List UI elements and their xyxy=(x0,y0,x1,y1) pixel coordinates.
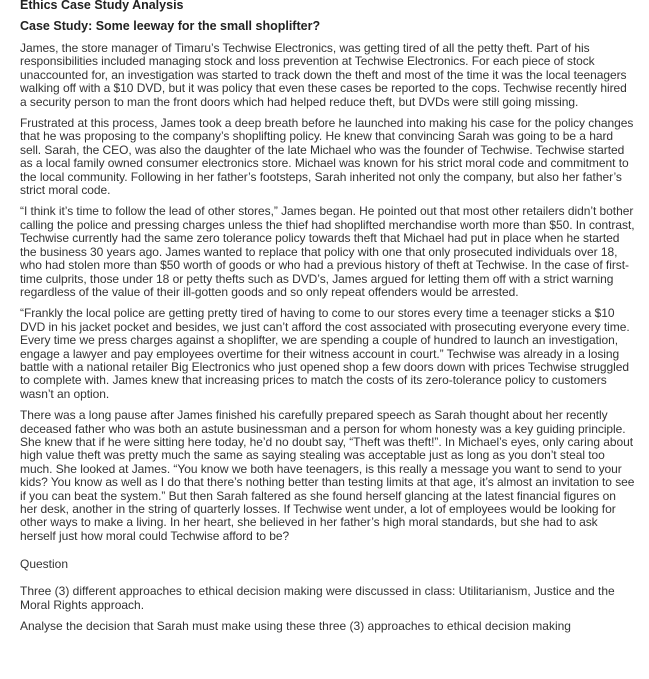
case-study-title: Case Study: Some leeway for the small shoplifter? xyxy=(20,19,321,33)
paragraph-5: There was a long pause after James finished his carefully prepared speech as Sarah thought about her recently deceased father who was both an astute businessman and a person for whom honesty was a key guiding principle. She knew that if he were sitting here today, he’d no doubt say, “Theft was theft!”. In Michael’s eyes, only caring about high value theft was pretty much the same as saying stealing was acceptable just as long as you don’t steal too much. She looked at James. “You know we both have teenagers, is this really a message you want to send to your kids? You know as well as I do that there’s nothing better than testing limits at that age, it’s almost an invitation to see if you can beat the system.” But then Sarah faltered as she found herself glancing at the latest financial figures on her desk, another in the string of quarterly losses. If Techwise went under, a lot of employees would be looking for other ways to make a living. In her heart, she believed in her father’s high moral standards, but she had to ask herself just how moral could Techwise afford to be? xyxy=(20,408,635,543)
paragraph-2: Frustrated at this process, James took a deep breath before he launched into making his case for the policy changes that he was proposing to the company’s shoplifting policy. He knew that convincing Sarah was going to be a hard sell. Sarah, the CEO, was also the daughter of the late Michael who was the founder of Techwise. Techwise started as a local family owned consumer electronics store. Michael was known for his strict moral code and commitment to the local community. Following in her father’s footsteps, Sarah inherited not only the company, but also her father’s strict moral code. xyxy=(20,116,634,198)
question-text-2: Analyse the decision that Sarah must make using these three (3) approaches to ethical decision making xyxy=(20,619,571,634)
paragraph-1: James, the store manager of Timaru’s Techwise Electronics, was getting tired of all the petty theft. Part of his responsibilities included managing stock and loss prevention at Techwise Electronics. For each piece of stock unaccounted for, an investigation was started to track down the theft and most of the time it was the local teenagers walking off with a $10 DVD, but it was policy that even these cases be reported to the cops. Techwise recently hired a security person to man the front doors which had helped reduce theft, but DVDs were still going missing. xyxy=(20,41,627,109)
question-text-1: Three (3) different approaches to ethical decision making were discussed in class: Utilitarianism, Justice and the Moral Rights approach. xyxy=(20,584,615,612)
document-title: Ethics Case Study Analysis xyxy=(20,0,184,12)
question-label: Question xyxy=(20,557,69,572)
paragraph-3: “I think it’s time to follow the lead of other stores,” James began. He pointed out that most other retailers didn’t bother calling the police and pressing charges unless the thief had shoplifted merchandise worth more than $50. In contrast, Techwise currently had the same zero tolerance policy towards theft that Michael had put in place when he started the business 30 years ago. James wanted to replace that policy with one that only prosecuted individuals over 18, who had stolen more than $50 worth of goods or who had a previous history of theft at Techwise. In the case of first-time culprits, those under 18 or petty thefts such as DVD’s, James argued for letting them off with a strict warning regardless of the value of their ill-gotten goods and so only repeat offenders would be arrested. xyxy=(20,204,635,299)
paragraph-4: “Frankly the local police are getting pretty tired of having to come to our stores every time a teenager sticks a $10 DVD in his jacket pocket and besides, we just can’t afford the cost associated with prosecuting everyone every time. Every time we press charges against a shoplifter, we are spending a couple of hundred to launch an investigation, engage a lawyer and pay employees overtime for their witness account in court.” Techwise was already in a losing battle with a national retailer Big Electronics who just opened shop a few doors down with prices Techwise struggled to complete with. James knew that increasing prices to match the costs of its zero-tolerance policy to customers wasn’t an option. xyxy=(20,306,630,401)
